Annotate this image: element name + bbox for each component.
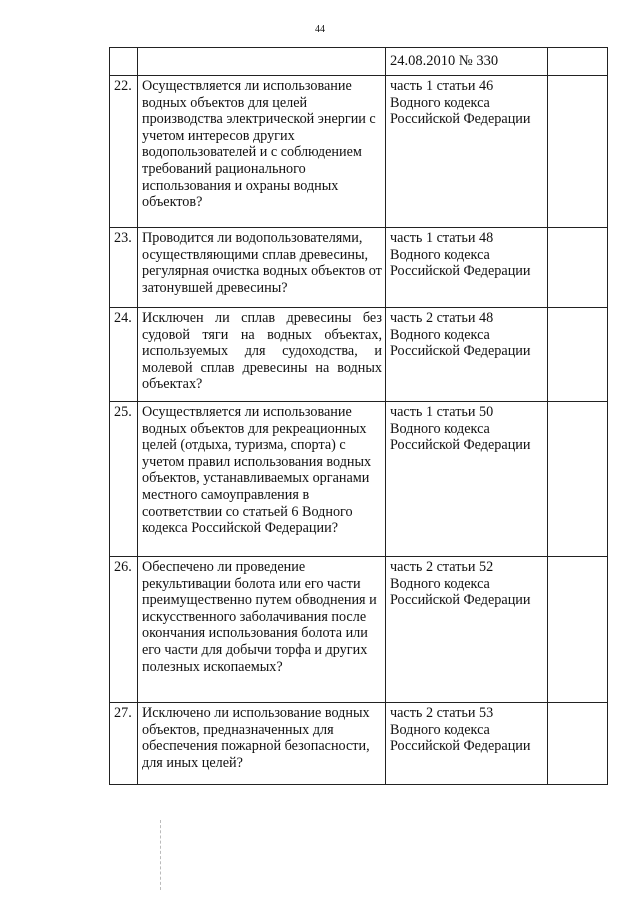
row-reference: часть 1 статьи 48 Водного кодекса Российской Федерации: [386, 228, 548, 308]
header-question-cell: [138, 48, 386, 76]
row-question: Осуществляется ли использование водных объектов для рекреационных целей (отдыха, туризма, спорта) с учетом правил использования водных объектов, устанавливаемых органами местного самоуправления в соответствии со статьей 6 Водного кодекса Российской Федерации?: [138, 402, 386, 557]
row-reference: часть 1 статьи 46 Водного кодекса Российской Федерации: [386, 76, 548, 228]
table-header-row: [110, 48, 608, 76]
page-number: 44: [315, 24, 325, 35]
checklist-table: [109, 47, 608, 785]
header-order-reference: 24.08.2010 № 330: [386, 48, 548, 76]
row-question: Исключено ли использование водных объектов, предназначенных для обеспечения пожарной безопасности, для иных целей?: [138, 703, 386, 785]
row-number: 26.: [110, 557, 138, 703]
row-reference: часть 1 статьи 50 Водного кодекса Российской Федерации: [386, 402, 548, 557]
row-mark-cell: [548, 308, 608, 402]
row-number: 22.: [110, 76, 138, 228]
table-row: [110, 703, 608, 785]
row-question: Исключен ли сплав древесины без судовой тяги на водных объектах, используемых для судоходства, и молевой сплав древесины на водных объектах?: [138, 308, 386, 402]
table-row: [110, 557, 608, 703]
row-number: 25.: [110, 402, 138, 557]
header-num-cell: [110, 48, 138, 76]
row-mark-cell: [548, 557, 608, 703]
table-row: [110, 228, 608, 308]
row-reference: часть 2 статьи 48 Водного кодекса Российской Федерации: [386, 308, 548, 402]
row-mark-cell: [548, 402, 608, 557]
table-row: [110, 308, 608, 402]
row-mark-cell: [548, 228, 608, 308]
scan-artifact-line: [160, 820, 162, 890]
table-row: [110, 76, 608, 228]
row-reference: часть 2 статьи 53 Водного кодекса Российской Федерации: [386, 703, 548, 785]
row-number: 24.: [110, 308, 138, 402]
row-mark-cell: [548, 76, 608, 228]
header-mark-cell: [548, 48, 608, 76]
row-reference: часть 2 статьи 52 Водного кодекса Российской Федерации: [386, 557, 548, 703]
row-question: Осуществляется ли использование водных объектов для целей производства электрической энергии с учетом интересов других водопользователей и с соблюдением требований рационального использования и охраны водных объектов?: [138, 76, 386, 228]
row-number: 23.: [110, 228, 138, 308]
row-question: Проводится ли водопользователями, осуществляющими сплав древесины, регулярная очистка водных объектов от затонувшей древесины?: [138, 228, 386, 308]
table-row: [110, 402, 608, 557]
row-question: Обеспечено ли проведение рекультивации болота или его части преимущественно путем обводнения и искусственного заболачивания после окончания использования болота или его части для добычи торфа и других полезных ископаемых?: [138, 557, 386, 703]
row-number: 27.: [110, 703, 138, 785]
row-mark-cell: [548, 703, 608, 785]
